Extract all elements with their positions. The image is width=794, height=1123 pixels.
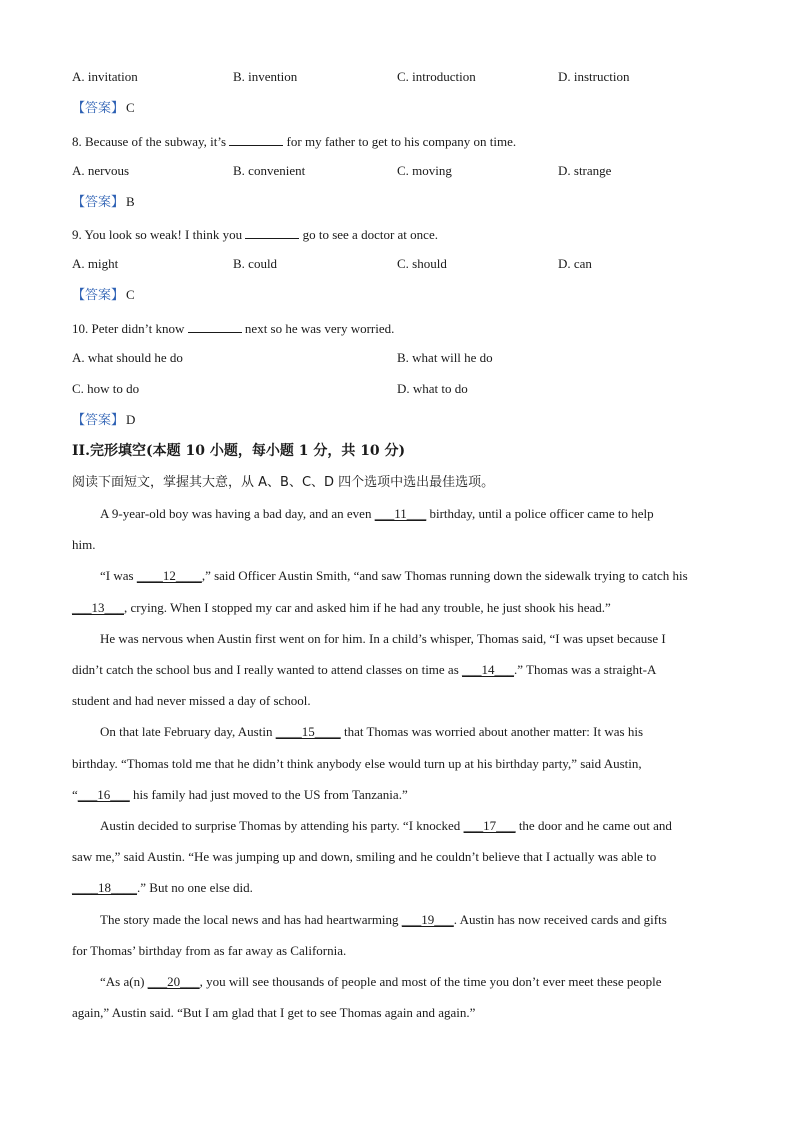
blank-16: ___16___ — [77, 787, 130, 802]
q9-option-a: A. might — [72, 256, 119, 271]
q8-stem-before: 8. Because of the subway, it’s — [72, 134, 227, 149]
passage-line: “___16___ his family had just moved to the US from Tanzania.” — [72, 787, 408, 802]
q9-blank — [245, 225, 299, 239]
q8-option-a: A. nervous — [72, 163, 130, 178]
q10-option-d: D. what to do — [397, 381, 468, 396]
q10-stem-before: 10. Peter didn’t know — [72, 321, 185, 336]
passage-line: A 9-year-old boy was having a bad day, and an even ___11___ birthday, until a police officer came to help — [100, 506, 654, 521]
section-heading: II.完形填空(本题 10 小题，每小题 1 分，共 10 分) — [72, 443, 406, 459]
blank-13: ___13___ — [72, 600, 124, 615]
q8-answer — [72, 194, 135, 211]
passage-line: ____18____.” But no one else did. — [72, 880, 253, 895]
blank-17: ___17___ — [463, 818, 516, 833]
q8-option-d: D. strange — [558, 163, 612, 178]
answer-letter: B — [126, 194, 135, 209]
passage-line: him. — [72, 537, 96, 552]
blank-15: ____15____ — [275, 724, 341, 739]
passage-line: student and had never missed a day of school. — [72, 693, 311, 708]
passage-line: He was nervous when Austin first went on for him. In a child’s whisper, Thomas said, “I was upset because I — [100, 631, 666, 646]
passage-line: for Thomas’ birthday from as far away as California. — [72, 943, 347, 958]
q10-blank — [188, 319, 242, 333]
q10-option-b: B. what will he do — [397, 350, 493, 365]
passage-line: Austin decided to surprise Thomas by attending his party. “I knocked ___17___ the door and he came out and — [100, 818, 672, 833]
q10-stem — [72, 319, 394, 337]
q8-stem — [72, 132, 516, 150]
section-instruction: 阅读下面短文，掌握其大意，从 A、B、C、D 四个选项中选出最佳选项。 — [72, 475, 495, 490]
q7-option-b: B. invention — [233, 69, 298, 84]
blank-18: ____18____ — [72, 880, 137, 895]
passage-line: again,” Austin said. “But I am glad that I get to see Thomas again and again.” — [72, 1005, 476, 1020]
q9-stem-after: go to see a doctor at once. — [302, 227, 438, 242]
q9-option-d: D. can — [558, 256, 592, 271]
q8-option-c: C. moving — [397, 163, 452, 178]
blank-12: ____12____ — [136, 568, 202, 583]
passage-line: “As a(n) ___20___, you will see thousands of people and most of the time you don’t ever meet these people — [100, 974, 662, 989]
q9-option-c: C. should — [397, 256, 447, 271]
blank-20: ___20___ — [147, 974, 200, 989]
blank-14: ___14___ — [462, 662, 515, 677]
q7-option-c: C. introduction — [397, 69, 476, 84]
blank-19: ___19___ — [401, 912, 454, 927]
q8-stem-after: for my father to get to his company on time. — [286, 134, 517, 149]
q10-answer — [72, 412, 135, 429]
passage-line: birthday. “Thomas told me that he didn’t think anybody else would turn up at his birthday party,” said Austin, — [72, 756, 642, 771]
q9-option-b: B. could — [233, 256, 278, 271]
passage-line: On that late February day, Austin ____15____ that Thomas was worried about another matter: It was his — [100, 724, 643, 739]
answer-tag: 【答案】 — [72, 413, 125, 428]
answer-letter: C — [126, 100, 135, 115]
answer-letter: D — [126, 412, 136, 427]
passage-line: didn’t catch the school bus and I really wanted to attend classes on time as ___14___.” Thomas was a straight-A — [72, 662, 657, 677]
q10-option-a: A. what should he do — [72, 350, 183, 365]
q8-option-b: B. convenient — [233, 163, 306, 178]
q7-option-d: D. instruction — [558, 69, 630, 84]
q10-option-c: C. how to do — [72, 381, 140, 396]
q7-option-a: A. invitation — [72, 69, 138, 84]
passage-line: ___13___, crying. When I stopped my car and asked him if he had any trouble, he just shook his head.” — [72, 600, 611, 615]
q8-blank — [229, 132, 283, 146]
answer-tag: 【答案】 — [72, 288, 125, 303]
q9-stem-before: 9. You look so weak! I think you — [72, 227, 243, 242]
blank-11: ___11___ — [374, 506, 427, 521]
q9-answer — [72, 287, 135, 304]
q7-answer — [72, 100, 135, 117]
passage-line: “I was ____12____,” said Officer Austin Smith, “and saw Thomas running down the sidewalk trying to catch his — [100, 568, 688, 583]
answer-letter: C — [126, 287, 135, 302]
passage-line: saw me,” said Austin. “He was jumping up and down, smiling and he couldn’t believe that I actually was able to — [72, 849, 657, 864]
q10-stem-after: next so he was very worried. — [244, 321, 395, 336]
passage-line: The story made the local news and has had heartwarming ___19___. Austin has now received cards and gifts — [100, 912, 667, 927]
answer-tag: 【答案】 — [72, 195, 125, 210]
answer-tag: 【答案】 — [72, 101, 125, 116]
q9-stem — [72, 225, 438, 243]
